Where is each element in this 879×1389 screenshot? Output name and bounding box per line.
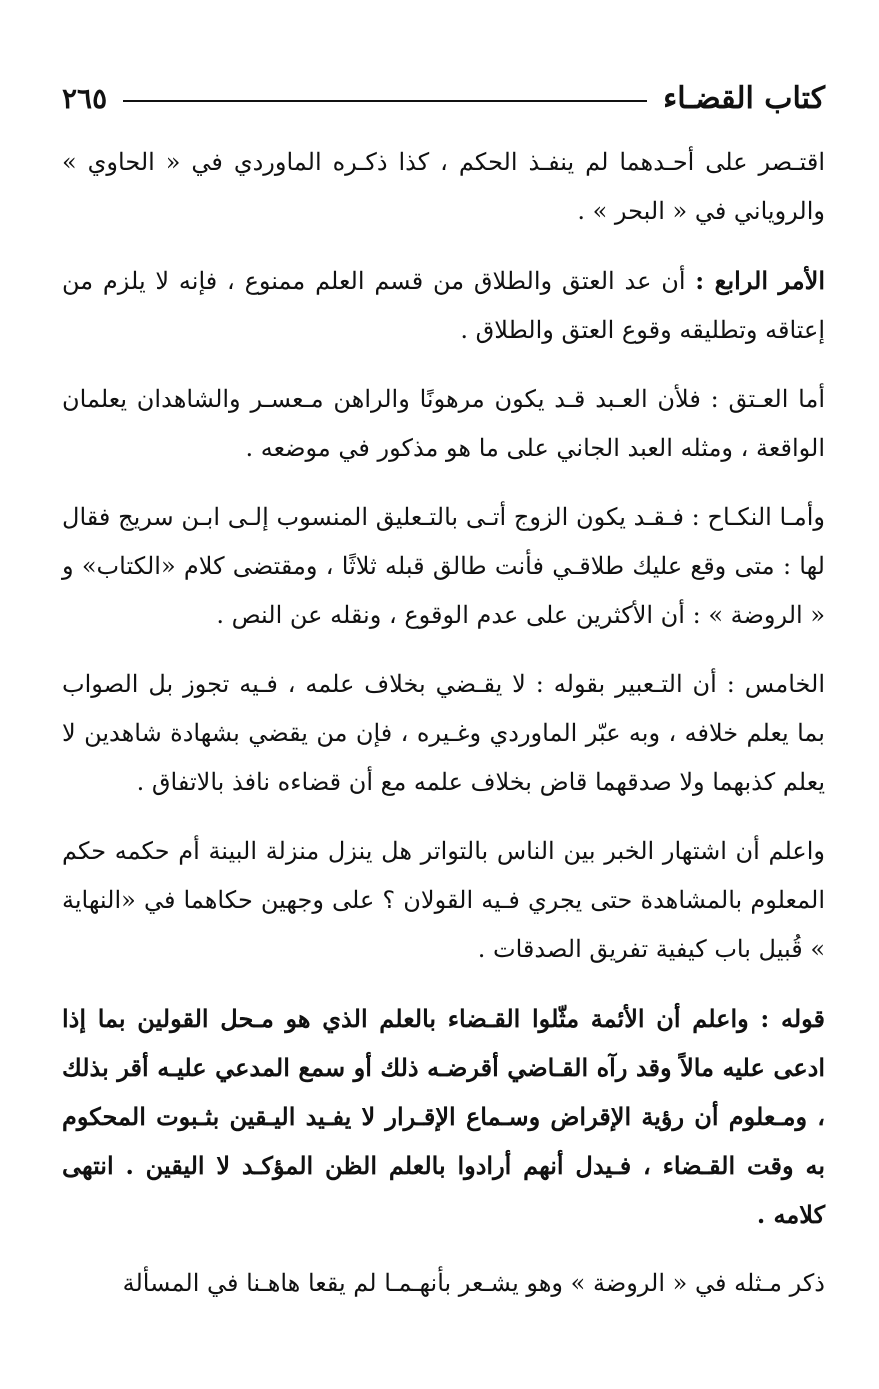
paragraph: اقتـصر على أحـدهما لم ينفـذ الحكم ، كذا ذكـره الماوردي في « الحاوي » والروياني في « البحر » .: [62, 148, 825, 225]
paragraph: أما العـتق : فلأن العـبد قـد يكون مرهونًا والراهن مـعسـر والشاهدان يعلمان الواقعة ، ومثله العبد الجاني على ما هو مذكور في موضعه .: [62, 385, 825, 462]
paragraph: ذكر مـثله في « الروضة » وهو يشـعر بأنهـمـا لم يقعا هاهـنا في المسألة: [122, 1269, 825, 1297]
page-number: ٢٦٥: [62, 81, 108, 115]
paragraph: الخامس : أن التـعبير بقوله : لا يقـضي بخلاف علمه ، فـيه تجوز بل الصواب بما يعلم خلافه ، وبه عبّر الماوردي وغـيره ، فإن من يقضي بشهادة شاهدين لا يعلم كذبهما ولا صدقهما قاض بخلاف علمه مع أن قضاءه نافذ بالاتفاق .: [62, 670, 825, 796]
paragraph: وأمـا النكـاح : فـقـد يكون الزوج أتـى بالتـعليق المنسوب إلـى ابـن سريج فقال لها : متى وقع عليك طلاقـي فأنت طالق قبله ثلاثًا ، ومقتضى كلام «الكتاب» و « الروضة » : أن الأكثرين على عدم الوقوع ، ونقله عن النص .: [62, 503, 825, 629]
running-title: كتاب القضـاء: [663, 80, 825, 116]
quoted-paragraph: قوله : واعلم أن الأئمة مثّلوا القـضاء بالعلم الذي هو مـحل القولين بما إذا ادعى عليه مالاً وقد رآه القـاضي أقرضـه ذلك أو سمع المدعي عليـه أقر بذلك ، ومـعلوم أن رؤية الإقراض وسـماع الإقـرار لا يفـيد اليـقين بثـبوت المحكوم به وقت القـضاء ، فـيدل أنهم أرادوا بالعلم الظن المؤكـد لا اليقين . انتهى كلامه .: [62, 1004, 826, 1229]
paragraph-lead: الأمر الرابع :: [695, 266, 825, 295]
paragraph: [62, 256, 825, 355]
header-rule: [123, 100, 647, 102]
running-header: [62, 68, 825, 128]
paragraph-text: أن عد العتق والطلاق من قسم العلم ممنوع ، فإنه لا يلزم من إعتاقه وتطليقه وقوع العتق والطلاق .: [62, 267, 825, 344]
paragraph: واعلم أن اشتهار الخبر بين الناس بالتواتر هل ينزل منزلة البينة أم حكمه حكم المعلوم بالمشاهدة حتى يجري فـيه القولان ؟ على وجهين حكاهما في «النهاية » قُبيل باب كيفية تفريق الصدقات .: [62, 837, 825, 963]
